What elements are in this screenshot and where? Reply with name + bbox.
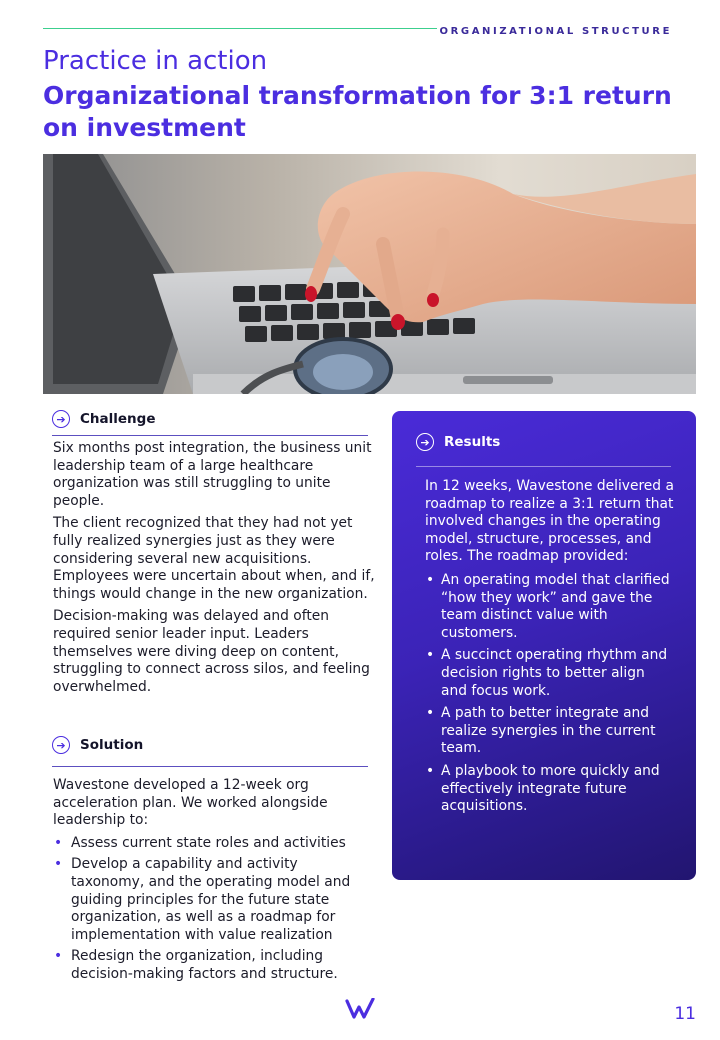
page-number: 11	[674, 1004, 696, 1024]
page-title: Organizational transformation for 3:1 return on investment	[43, 81, 672, 142]
results-heading-label: Results	[444, 434, 501, 450]
list-item: • Redesign the organization, including decision-making factors and structure.	[53, 948, 373, 983]
solution-divider	[52, 766, 368, 767]
solution-heading	[52, 736, 143, 754]
results-heading	[416, 433, 500, 451]
challenge-paragraph: Decision-making was delayed and often required senior leader input. Leaders themselves were diving deep on content, struggling to connect across silos, and feeling overwhelmed.	[53, 608, 370, 695]
arrow-right-circle-icon: ➔	[52, 736, 70, 754]
list-item: • A succinct operating rhythm and decision rights to better align and focus work.	[425, 647, 675, 700]
results-panel	[392, 411, 696, 880]
page-kicker: Practice in action	[43, 46, 268, 76]
challenge-heading	[52, 410, 155, 428]
solution-heading-label: Solution	[80, 737, 144, 753]
challenge-divider	[52, 435, 368, 436]
solution-intro: Wavestone developed a 12-week org acceleration plan. We worked alongside leadership to:	[53, 777, 328, 829]
results-divider	[416, 466, 671, 467]
results-intro: In 12 weeks, Wavestone delivered a roadmap to realize a 3:1 return that involved changes in the operating model, structure, processes, and roles. The roadmap provided:	[425, 478, 674, 565]
section-label: ORGANIZATIONAL STRUCTURE	[439, 26, 672, 37]
top-divider	[43, 28, 437, 29]
arrow-right-circle-icon: ➔	[52, 410, 70, 428]
challenge-heading-label: Challenge	[80, 411, 156, 427]
solution-bullet-list	[53, 835, 373, 984]
list-item: • A playbook to more quickly and effectively integrate future acquisitions.	[425, 763, 675, 816]
challenge-paragraph: Six months post integration, the business unit leadership team of a large healthcare organization was still struggling to unite people.	[53, 440, 372, 509]
list-item: • A path to better integrate and realize synergies in the current team.	[425, 705, 675, 758]
list-item: • An operating model that clarified “how they work” and gave the team distinct value with customers.	[425, 572, 675, 642]
hero-image	[43, 154, 696, 394]
wavestone-logo-icon	[345, 998, 375, 1024]
results-body	[425, 478, 675, 821]
laptop-typing-photo	[43, 154, 696, 394]
list-item: • Develop a capability and activity taxonomy, and the operating model and guiding principles for the future state organization, as well as a roadmap for implementation with value realization	[53, 856, 373, 944]
list-item: • Assess current state roles and activities	[53, 835, 373, 853]
arrow-right-circle-icon: ➔	[416, 433, 434, 451]
results-bullet-list	[425, 572, 675, 816]
solution-body	[53, 777, 373, 988]
challenge-paragraph: The client recognized that they had not yet fully realized synergies just as they were considering several new acquisitions. Employees were uncertain about when, and if, things would change in the new organization.	[53, 515, 375, 602]
challenge-body	[53, 440, 379, 701]
